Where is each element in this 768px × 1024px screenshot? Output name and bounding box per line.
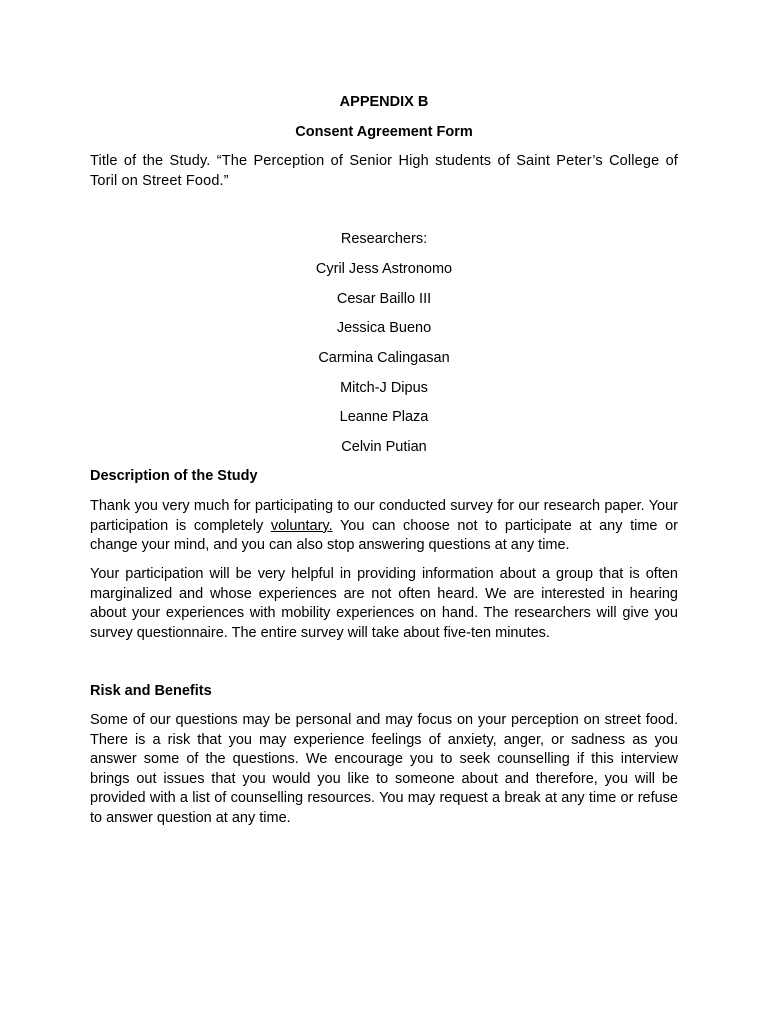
researcher-name: Cesar Baillo III [336, 291, 432, 307]
risks-paragraph: Some of our questions may be personal and may focus on your perception on street food. There is a risk that you may experience feelings of anxiety, anger, or sadness as you answer some of the questions. We encourage you to seek counselling if this interview brings out issues that you would you like to someone about and therefore, you will be provided with a list of counselling resources. You may request a break at any time or refuse to answer question at any time. [90, 712, 678, 826]
description-paragraph-1 [90, 497, 678, 556]
researchers-label: Researchers: [340, 231, 428, 247]
researcher-name: Carmina Calingasan [318, 350, 450, 366]
appendix-label: APPENDIX B [339, 94, 429, 110]
description-paragraph-2: Your participation will be very helpful in providing information about a group that is often marginalized and whose experiences are not often heard. We are interested in hearing about your experiences with mobility experiences on hand. The researchers will give you survey questionnaire. The entire survey will take about five-ten minutes. [90, 566, 678, 641]
study-title: Title of the Study. “The Perception of Senior High students of Saint Peter’s College of Toril on Street Food.” [90, 153, 678, 189]
voluntary-emphasis: voluntary. [270, 517, 333, 534]
researcher-name: Celvin Putian [341, 439, 427, 455]
researcher-name: Leanne Plaza [339, 409, 429, 425]
description-text: Thank you very much for participating to our conducted survey for our research paper. Your participation is completely [90, 498, 678, 534]
researcher-name: Cyril Jess Astronomo [315, 261, 453, 277]
researcher-name: Mitch-J Dipus [340, 380, 428, 396]
risks-heading: Risk and Benefits [90, 683, 212, 699]
form-title: Consent Agreement Form [295, 124, 473, 140]
description-text: You can choose not to participate at any time or change your mind, and you can also stop answering questions at any time. [90, 517, 678, 553]
researcher-name: Jessica Bueno [336, 320, 432, 336]
description-heading: Description of the Study [90, 468, 258, 484]
